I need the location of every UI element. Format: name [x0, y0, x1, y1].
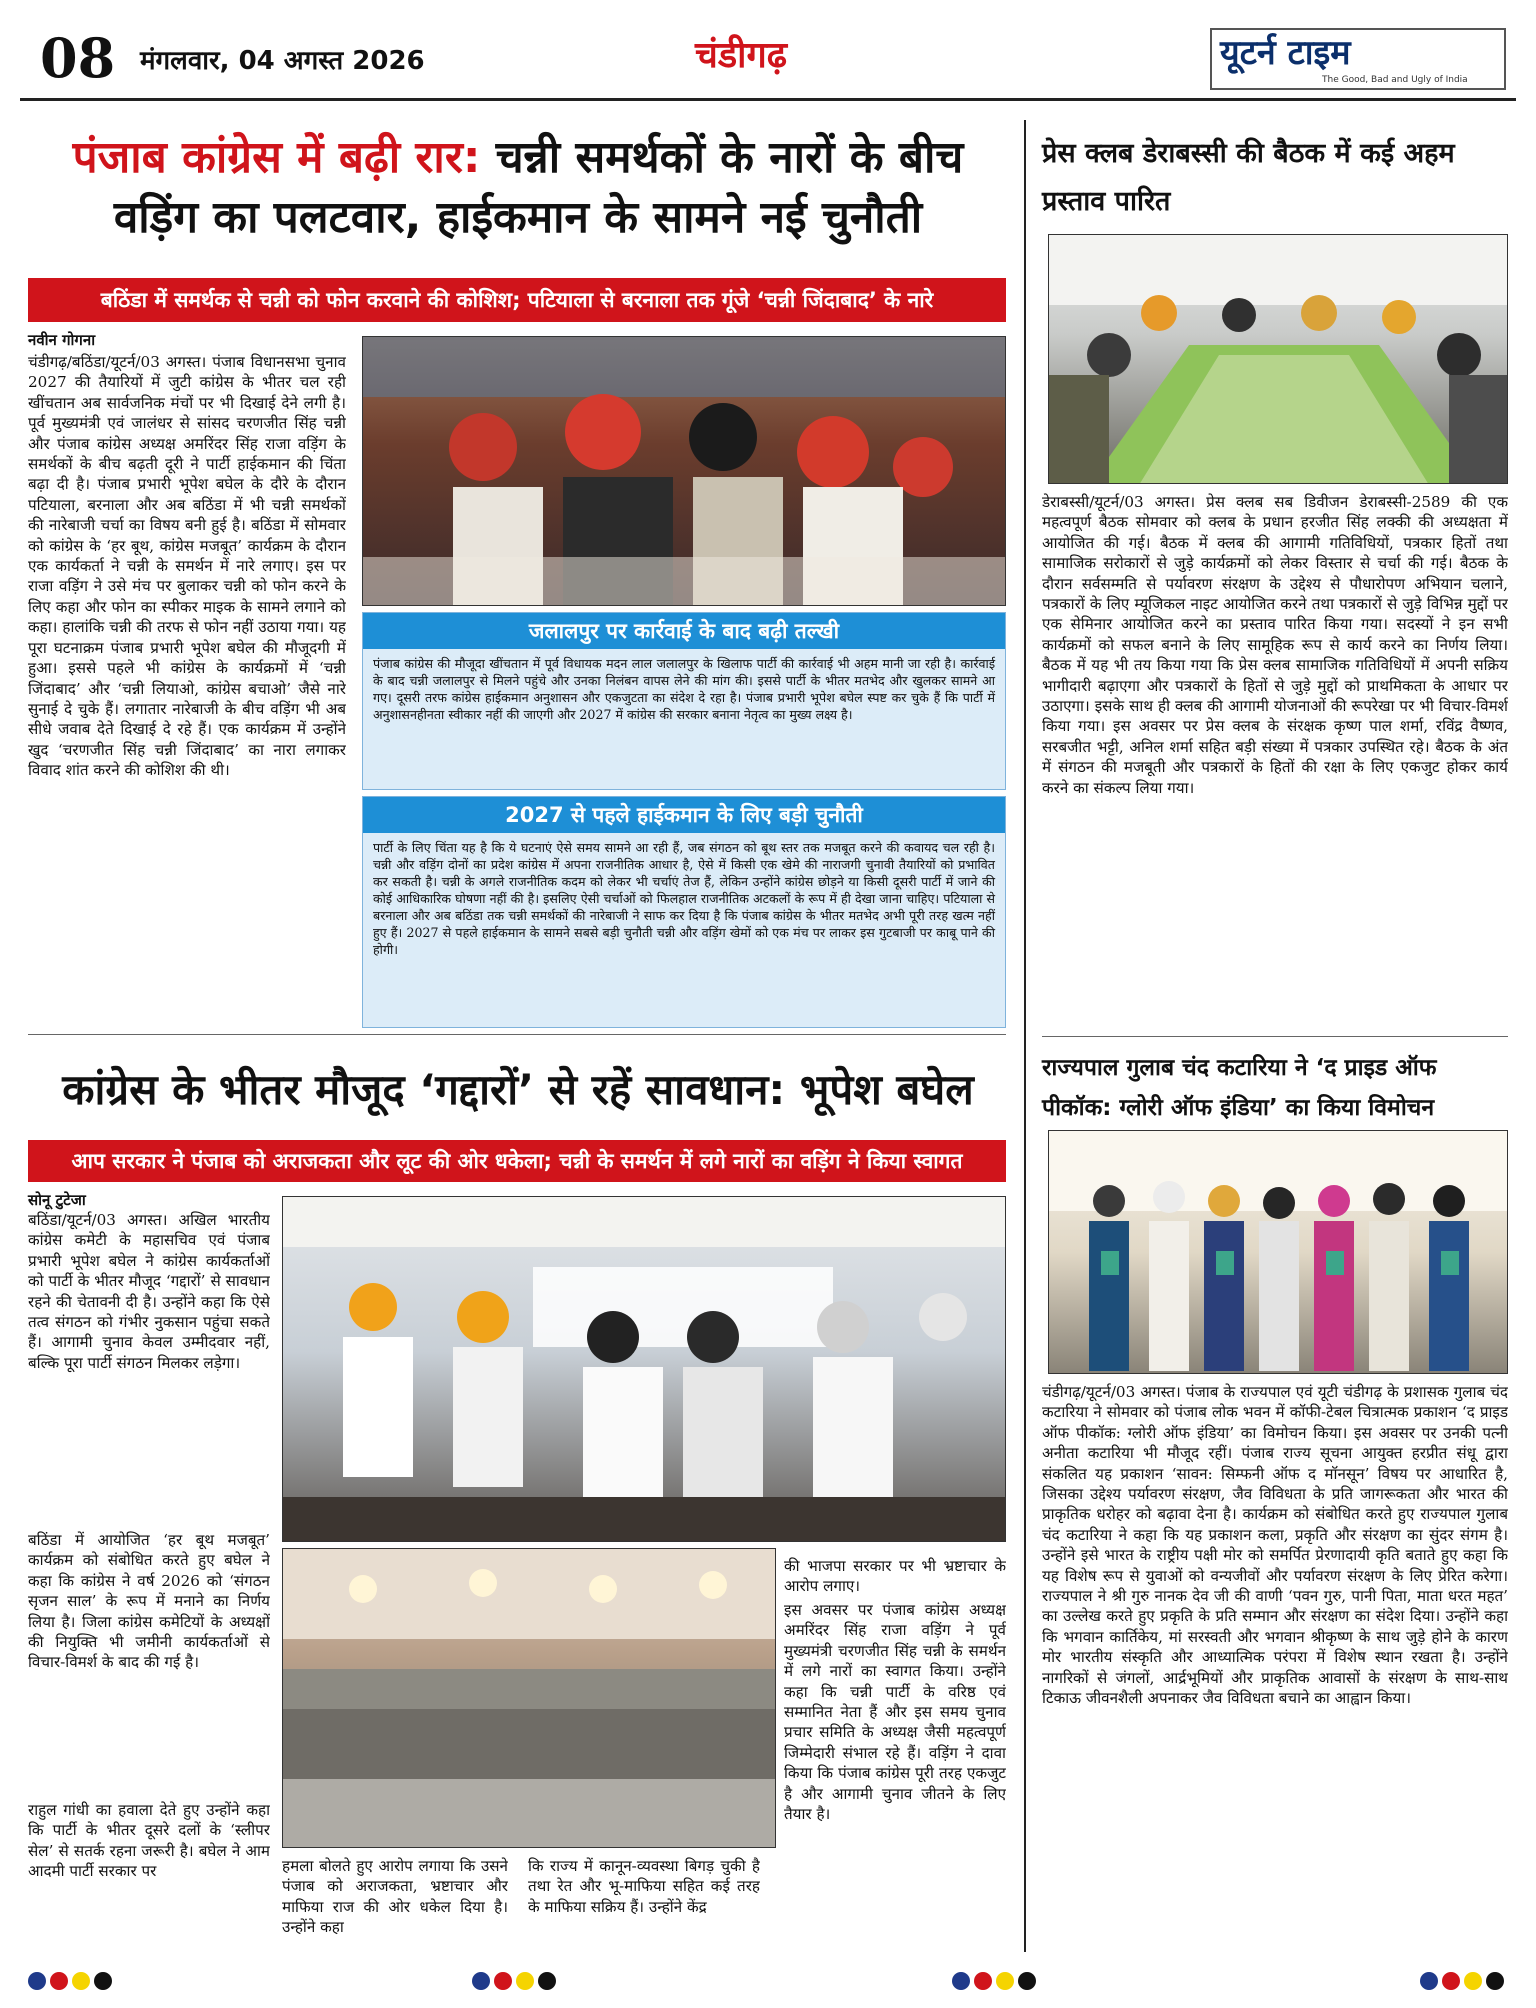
reg-dot-red — [1442, 1972, 1460, 1990]
stage-scene-icon — [363, 337, 1006, 606]
story2-col4b: इस अवसर पर पंजाब कांग्रेस अध्यक्ष अमरिंदर सिंह राजा वड़िंग ने पूर्व मुख्यमंत्री चरणजीत सिंह चन्नी के समर्थन में लगे नारों का स्वागत किया। उन्होंने कहा कि चन्नी पार्टी के वरिष्ठ एवं सम्मानित नेता हैं और इस समय चुनाव प्रचार समिति के अध्यक्ष जैसी महत्वपूर्ण जिम्मेदारी संभाल रहे हैं। वड़िंग ने दावा किया कि पंजाब कांग्रेस पूरी तरह एकजुट है और आगामी चुनाव जीतने के लिए तैयार है। — [784, 1601, 1006, 1824]
story2-subhead: आप सरकार ने पंजाब को अराजकता और लूट की ओर धकेला; चन्नी के समर्थन में लगे नारों का वड़िंग ने किया स्वागत — [28, 1140, 1006, 1182]
logo-tagline: The Good, Bad and Ugly of India — [1322, 75, 1468, 85]
reg-dot-yellow — [516, 1972, 534, 1990]
story-divider — [28, 1034, 1006, 1035]
story1-body: चंडीगढ़/बठिंडा/यूटर्न/03 अगस्त। पंजाब विधानसभा चुनाव 2027 की तैयारियों में जुटी कांग्रेस के भीतर चल रही खींचतान अब सार्वजनिक मंचों पर भी दिखाई देने लगी है। पूर्व मुख्यमंत्री एवं जालंधर से सांसद चरणजीत सिंह चन्नी और पंजाब कांग्रेस अध्यक्ष अमरिंदर सिंह राजा वड़िंग के समर्थकों के बीच बढ़ती दूरी ने पार्टी हाईकमान की चिंता बढ़ा दी है। पंजाब प्रभारी भूपेश बघेल के दौरे के दौरान पटियाला, बरनाला और अब बठिंडा में भी चन्नी समर्थकों की नारेबाजी चर्चा का विषय बनी हुई है। बठिंडा में सोमवार को कांग्रेस के ‘हर बूथ, कांग्रेस मजबूत’ कार्यक्रम के दौरान एक कार्यकर्ता ने चन्नी के समर्थन में नारे लगाए। इस पर राजा वड़िंग ने उसे मंच पर बुलाकर चन्नी को फोन करने के लिए कहा और फोन का स्पीकर माइक के सामने लगाने को कहा। हालांकि चन्नी की तरफ से फोन नहीं उठाया गया। यह पूरा घटनाक्रम पंजाब प्रभारी भूपेश बघेल की मौजूदगी में हुआ। इससे पहले भी कांग्रेस के कार्यक्रमों में ‘चन्नी जिंदाबाद’ और ‘चन्नी लियाओ, कांग्रेस बचाओ’ जैसे नारे सुनाई दे चुके हैं। लगातार नारेबाजी के बीच वड़िंग भी अब सीधे जवाब देते दिखाई दे रहे हैं। एक कार्यक्रम में उन्होंने खुद ‘चरणजीत सिंह चन्नी जिंदाबाद’ का नारा लगाकर विवाद शांत करने की कोशिश की थी। — [28, 353, 346, 780]
story2-col1b: बठिंडा में आयोजित ‘हर बूथ मजबूत’ कार्यक्रम को संबोधित करते हुए बघेल ने कहा कि कांग्रेस ने वर्ष 2026 को ‘संगठन सृजन साल’ के रूप में मनाने का निर्णय लिया है। जिला कांग्रेस कमेटियों के अध्यक्षों की नियुक्ति भी जमीनी कार्यकर्ताओं से विचार-विमर्श के बाद की गई है। — [28, 1531, 270, 1672]
reg-dot-blue — [472, 1972, 490, 1990]
logo-text: यूटर्न टाइम — [1220, 33, 1351, 73]
reg-dot-red — [50, 1972, 68, 1990]
story1-headline-red: पंजाब कांग्रेस में बढ़ी रार: — [72, 132, 481, 183]
reg-dot-red — [974, 1972, 992, 1990]
story2-author: सोनू टुटेजा — [28, 1191, 86, 1209]
reg-dot-yellow — [1464, 1972, 1482, 1990]
book-release-icon — [1049, 1131, 1508, 1374]
reg-dot-red — [494, 1972, 512, 1990]
box1 — [362, 612, 1006, 790]
story1-headline-rest: चन्नी समर्थकों के नारों के बीच — [480, 132, 964, 183]
story4-photo — [1048, 1130, 1508, 1374]
box1-title: जलालपुर पर कार्रवाई के बाद बढ़ी तल्खी — [363, 613, 1005, 649]
story2-col1a: बठिंडा/यूटर्न/03 अगस्त। अखिल भारतीय कांग्रेस कमेटी के महासचिव एवं पंजाब प्रभारी भूपेश बघेल ने कांग्रेस कार्यकर्ताओं को पार्टी के भीतर मौजूद ‘गद्दारों’ से सावधान रहने की चेतावनी दी है। उन्होंने कहा कि ऐसे तत्व संगठन को गंभीर नुकसान पहुंचा सकते हैं। आगामी चुनाव केवल उम्मीदवार नहीं, बल्कि पूरा पार्टी संगठन मिलकर लड़ेगा। — [28, 1211, 270, 1372]
registration-marks-center — [472, 1972, 560, 1992]
box1-body: पंजाब कांग्रेस की मौजूदा खींचतान में पूर्व विधायक मदन लाल जलालपुर के खिलाफ पार्टी की कार्रवाई भी अहम मानी जा रही है। कार्रवाई के बाद चन्नी जलालपुर से मिलने पहुंचे और उनका निलंबन वापस लेने की मांग की। इससे पार्टी के भीतर मतभेद और खुलकर सामने आ गए। दूसरी तरफ कांग्रेस हाईकमान अनुशासन और एकजुटता का संदेश दे रहा है। पंजाब प्रभारी भूपेश बघेल स्पष्ट कर चुके हैं कि पार्टी में अनुशासनहीनता स्वीकार नहीं की जाएगी और 2027 में कांग्रेस की सरकार बनाना नेतृत्व का मुख्य लक्ष्य है। — [373, 656, 995, 722]
registration-marks-right1 — [952, 1972, 1040, 1992]
reg-dot-blue — [28, 1972, 46, 1990]
story1-author: नवीन गोगना — [28, 331, 96, 349]
crowd-hall-icon — [283, 1549, 776, 1848]
story1-subhead: बठिंडा में समर्थक से चन्नी को फोन करवाने की कोशिश; पटियाला से बरनाला तक गूंजे ‘चन्नी जिंदाबाद’ के नारे — [28, 278, 1006, 322]
reg-dot-black — [1486, 1972, 1504, 1990]
page-number: 08 — [40, 26, 116, 90]
meeting-table-icon — [1049, 235, 1508, 484]
reg-dot-black — [94, 1972, 112, 1990]
story4-headline: राज्यपाल गुलाब चंद कटारिया ने ‘द प्राइड ऑफ पीकॉक: ग्लोरी ऑफ इंडिया’ का किया विमोचन — [1042, 1055, 1437, 1121]
right-story-divider — [1042, 1036, 1508, 1037]
story4-body: चंडीगढ़/यूटर्न/03 अगस्त। पंजाब के राज्यपाल एवं यूटी चंडीगढ़ के प्रशासक गुलाब चंद कटारिया ने सोमवार को पंजाब लोक भवन में कॉफी-टेबल चित्रात्मक प्रकाशन ‘द प्राइड ऑफ पीकॉक: ग्लोरी ऑफ इंडिया’ का विमोचन किया। इस अवसर पर उनकी पत्नी अनीता कटारिया भी मौजूद रहीं। पंजाब राज्य सूचना आयुक्त हरप्रीत संधू द्वारा संकलित यह प्रकाशन ‘सावन: सिम्फनी ऑफ द मॉनसून’ विषय पर आधारित है, जिसका उद्देश्य पर्यावरण संरक्षण, जैव विविधता के प्रति जागरूकता और भारत की प्राकृतिक धरोहर को बढ़ावा देना है। कार्यक्रम को संबोधित करते हुए राज्यपाल गुलाब चंद कटारिया ने कहा कि यह प्रकाशन कला, प्रकृति और संरक्षण का सुंदर संगम है। उन्होंने इसे भारत के राष्ट्रीय पक्षी मोर को समर्पित प्रेरणादायी कृति बताते हुए कहा कि यह विशेष रूप से युवाओं को वन्यजीवों और पर्यावरण संरक्षण के लिए प्रेरित करेगा। राज्यपाल ने श्री गुरु नानक देव जी की वाणी ‘पवन गुरु, पानी पिता, माता धरत महत’ का उल्लेख करते हुए प्रकृति के प्रति सम्मान और संरक्षण का संदेश दिया। उन्होंने कहा कि भगवान कार्तिकेय, मां सरस्वती और भगवान श्रीकृष्ण के साथ जुड़े होने के कारण मोर भारतीय संस्कृति और आध्यात्मिक परंपरा में विशेष स्थान रखता है। उन्होंने नागरिकों से जंगलों, आर्द्रभूमियों और प्राकृतिक आवासों के संरक्षण के साथ-साथ टिकाऊ जीवनशैली अपनाकर जैव विविधता बचाने का आह्वान किया। — [1042, 1383, 1508, 1708]
story2-col1c: राहुल गांधी का हवाला देते हुए उन्होंने कहा कि पार्टी के भीतर दूसरे दलों के ‘स्लीपर सेल’ से सतर्क रहना जरूरी है। बघेल ने आम आदमी पार्टी सरकार पर — [28, 1801, 270, 1881]
reg-dot-black — [1018, 1972, 1036, 1990]
story1-headline-line2: वड़िंग का पलटवार, हाईकमान के सामने नई चुनौती — [113, 192, 923, 243]
story2-photo-stage — [282, 1196, 1006, 1542]
story2-headline: कांग्रेस के भीतर मौजूद ‘गद्दारों’ से रहें सावधान: भूपेश बघेल — [62, 1065, 974, 1114]
masthead — [0, 0, 1536, 100]
story2-col2: हमला बोलते हुए आरोप लगाया कि उसने पंजाब को अराजकता, भ्रष्टाचार और माफिया राज की ओर धकेल दिया है। उन्होंने कहा — [282, 1857, 508, 1937]
newspaper-logo — [1210, 28, 1506, 90]
box2-body: पार्टी के लिए चिंता यह है कि ये घटनाएं ऐसे समय सामने आ रही हैं, जब संगठन को बूथ स्तर तक मजबूत करने की कवायद चल रही है। चन्नी और वड़िंग दोनों का प्रदेश कांग्रेस में अपना राजनीतिक आधार है, ऐसे में किसी एक खेमे की नाराजगी चुनावी तैयारियों को प्रभावित कर सकती है। चन्नी के अगले राजनीतिक कदम को लेकर भी चर्चाएं तेज हैं, लेकिन उन्होंने कांग्रेस छोड़ने या किसी दूसरी पार्टी में जाने की कोई आधिकारिक घोषणा नहीं की है। इसलिए ऐसी चर्चाओं को फिलहाल राजनीतिक अटकलों के रूप में ही देखा जाना चाहिए। पटियाला से बरनाला और अब बठिंडा तक चन्नी समर्थकों की नारेबाजी ने साफ कर दिया है कि पंजाब कांग्रेस के भीतर मतभेद अभी पूरी तरह खत्म नहीं हुए हैं। 2027 से पहले हाईकमान के सामने सबसे बड़ी चुनौती चन्नी और वड़िंग खेमों को एक मंच पर लाकर इस गुटबाजी पर काबू पाने की होगी। — [373, 840, 995, 957]
reg-dot-blue — [1420, 1972, 1438, 1990]
box2-title: 2027 से पहले हाईकमान के लिए बड़ी चुनौती — [363, 797, 1005, 833]
reg-dot-blue — [952, 1972, 970, 1990]
story2-col3: कि राज्य में कानून-व्यवस्था बिगड़ चुकी है तथा रेत और भू-माफिया सहित कई तरह के माफिया सक्रिय हैं। उन्होंने केंद्र — [528, 1857, 760, 1916]
reg-dot-yellow — [72, 1972, 90, 1990]
page-date: मंगलवार, 04 अगस्त 2026 — [140, 46, 425, 76]
masthead-rule — [20, 98, 1516, 101]
story2-photo-crowd — [282, 1548, 776, 1848]
story3-photo — [1048, 234, 1508, 484]
registration-marks-right2 — [1420, 1972, 1508, 1992]
reg-dot-yellow — [996, 1972, 1014, 1990]
box2 — [362, 796, 1006, 1028]
story1-photo — [362, 336, 1006, 606]
story2-col4a: की भाजपा सरकार पर भी भ्रष्टाचार के आरोप लगाए। — [784, 1557, 1006, 1596]
story1-headline — [28, 128, 1008, 248]
reg-dot-black — [538, 1972, 556, 1990]
column-rule — [1024, 120, 1026, 1952]
registration-marks-left — [28, 1972, 116, 1992]
rally-stage-icon — [283, 1197, 1006, 1542]
story3-headline: प्रेस क्लब डेराबस्सी की बैठक में कई अहम प्रस्ताव पारित — [1042, 138, 1455, 217]
story3-body: डेराबस्सी/यूटर्न/03 अगस्त। प्रेस क्लब सब डिवीजन डेराबस्सी-2589 की एक महत्वपूर्ण बैठक सोमवार को क्लब के प्रधान हरजीत सिंह लक्की की अध्यक्षता में आयोजित की गई। बैठक में क्लब की आगामी गतिविधियों, पत्रकार हितों तथा सामाजिक सरोकारों से जुड़े कार्यक्रमों को लेकर विस्तार से चर्चा की गई। बैठक के दौरान सर्वसम्मति से पर्यावरण संरक्षण के उद्देश्य से पौधारोपण अभियान चलाने, पत्रकारों के लिए म्यूजिकल नाइट आयोजित करने तथा पत्रकारों से जुड़े विभिन्न मुद्दों पर एक सेमिनार आयोजित करने का प्रस्ताव पारित किया गया। सदस्यों ने इन सभी कार्यक्रमों को सफल बनाने के लिए सामूहिक रूप से कार्य करने का निर्णय लिया। बैठक में यह भी तय किया गया कि प्रेस क्लब सामाजिक गतिविधियों में अपनी सक्रिय भागीदारी बढ़ाएगा और पत्रकारों के हितों से जुड़े मुद्दों को प्राथमिकता के आधार पर उठाएगा। इसके साथ ही क्लब की आगामी योजनाओं की रूपरेखा पर भी विचार-विमर्श किया गया। इस अवसर पर प्रेस क्लब के संरक्षक कृष्ण पाल शर्मा, रविंद्र वैष्णव, सरबजीत भट्टी, अनिल शर्मा सहित बड़ी संख्या में पत्रकार उपस्थित रहे। बैठक के अंत में संगठन की मजबूती और पत्रकारों के हितों की रक्षा के लिए एकजुट होकर कार्य करने का संकल्प लिया गया। — [1042, 493, 1508, 797]
edition-name: चंडीगढ़ — [695, 35, 787, 76]
